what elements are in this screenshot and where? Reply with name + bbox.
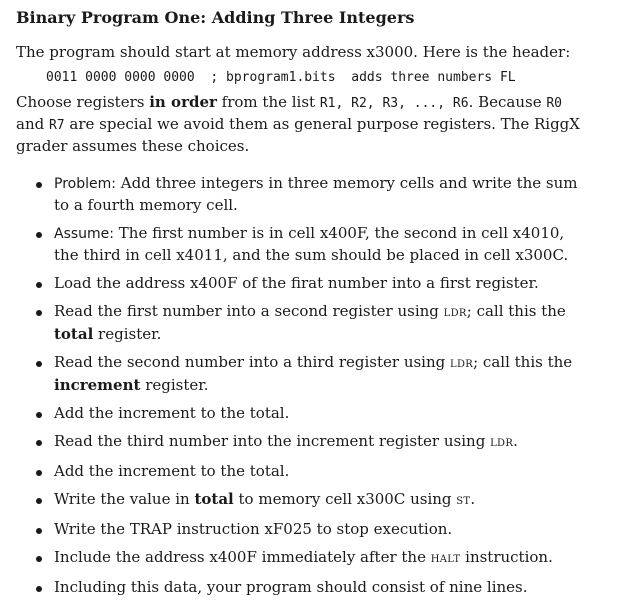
list-item [16, 461, 584, 482]
emphasis-total: total [194, 490, 234, 508]
registers-paragraph [16, 92, 584, 157]
document-page [16, 8, 584, 605]
opcode-ldr: LDR [443, 308, 467, 319]
bullet-icon [36, 182, 42, 188]
bullet-icon [36, 586, 42, 592]
register-r0: R0 [546, 96, 563, 111]
item-text: Including this data, your program should consist of nine lines. [54, 578, 528, 596]
item-label: Problem: [54, 176, 116, 192]
list-item [16, 403, 584, 424]
item-text: to memory cell x300C using [233, 490, 457, 508]
item-text: register. [140, 376, 209, 394]
bullet-icon [36, 282, 42, 288]
text-run: are special we avoid them as general purpose registers. The RiggX grader assumes these choices. [16, 115, 580, 155]
text-run: . Because [468, 93, 547, 111]
text-run: from the list [216, 93, 320, 111]
bullet-icon [36, 470, 42, 476]
item-text: . [470, 490, 476, 508]
emphasis-in-order: in order [149, 93, 217, 111]
item-label: Assume: [54, 226, 115, 242]
emphasis-increment: increment [54, 376, 141, 394]
emphasis-total: total [54, 325, 94, 343]
opcode-ldr: LDR [450, 359, 474, 370]
item-text: The first number is in cell x400F, the second in cell x4010, the third in cell x4011, and the sum should be placed in cell x300C. [54, 224, 569, 264]
list-item [16, 223, 584, 266]
header-code-line: 0011 0000 0000 0000 ; bprogram1.bits adds three numbers FL [46, 70, 516, 85]
item-text: ; call this the [473, 353, 573, 371]
register-r7: R7 [48, 118, 65, 133]
list-item [16, 173, 584, 216]
text-run: Choose registers [16, 93, 150, 111]
bullet-icon [36, 361, 42, 367]
opcode-halt: HALT [430, 554, 461, 565]
item-text: Read the first number into a second register using [54, 302, 444, 320]
bullet-icon [36, 528, 42, 534]
list-item [16, 547, 584, 570]
register-list: R1, R2, R3, ..., R6 [319, 96, 469, 111]
item-text: Load the address x400F of the firat number into a first register. [54, 274, 539, 292]
list-item [16, 577, 584, 598]
bullet-icon [36, 232, 42, 238]
intro-paragraph: The program should start at memory address x3000. Here is the header: [16, 43, 571, 61]
bullet-icon [36, 498, 42, 504]
list-item [16, 519, 584, 540]
bullet-icon [36, 412, 42, 418]
item-text: Read the second number into a third register using [54, 353, 451, 371]
item-text: Add three integers in three memory cells and write the sum to a fourth memory cell. [54, 174, 578, 214]
bullet-icon [36, 440, 42, 446]
item-text: ; call this the [466, 302, 566, 320]
item-text: Write the value in [54, 490, 195, 508]
item-text: Read the third number into the increment register using [54, 432, 491, 450]
bullet-icon [36, 310, 42, 316]
list-item [16, 431, 584, 454]
opcode-st: ST [456, 496, 471, 507]
list-item [16, 301, 584, 345]
opcode-ldr: LDR [490, 438, 514, 449]
item-text: Add the increment to the total. [54, 462, 290, 480]
item-text: Write the TRAP instruction xF025 to stop execution. [54, 520, 453, 538]
item-text: instruction. [460, 548, 553, 566]
text-run: and [16, 115, 49, 133]
list-item [16, 489, 584, 512]
instruction-list [16, 173, 584, 598]
bullet-icon [36, 556, 42, 562]
item-text: . [513, 432, 518, 450]
item-text: register. [93, 325, 162, 343]
item-text: Add the increment to the total. [54, 404, 290, 422]
list-item [16, 273, 584, 294]
list-item [16, 352, 584, 396]
section-title: Binary Program One: Adding Three Integers [16, 8, 415, 27]
item-text: Include the address x400F immediately after the [54, 548, 431, 566]
